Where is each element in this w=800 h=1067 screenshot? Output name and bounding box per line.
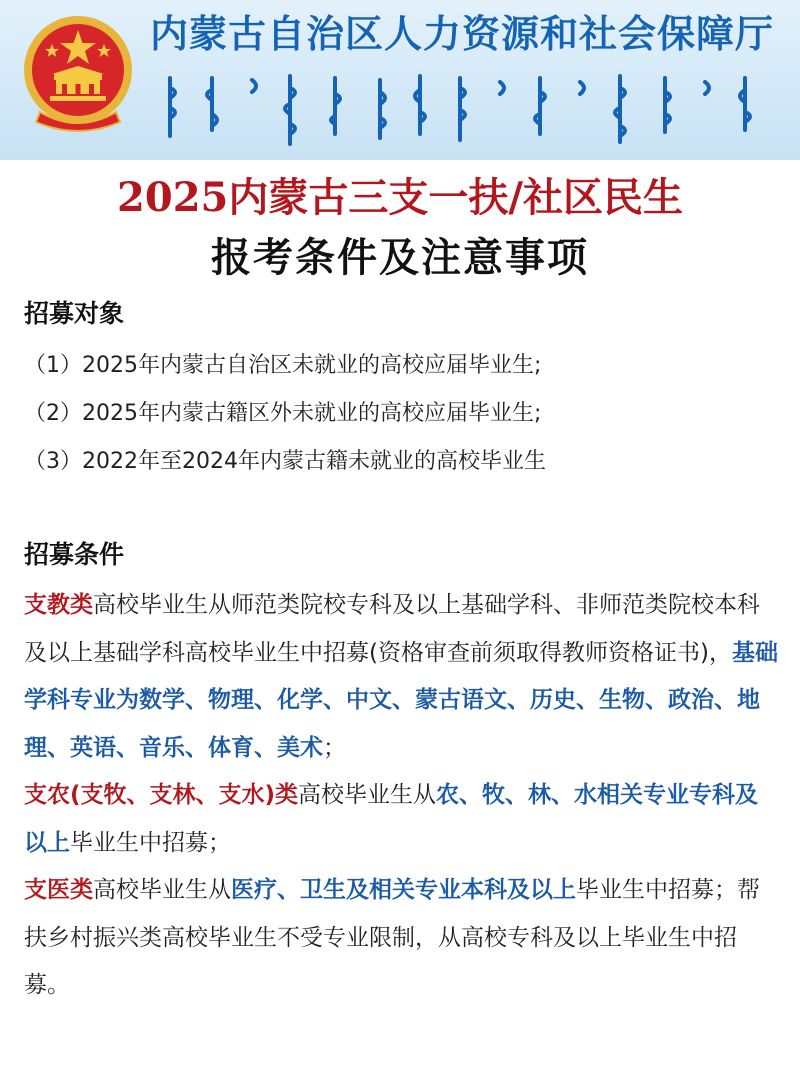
condition-highlight: 医疗、卫生及相关专业本科及以上	[231, 877, 576, 903]
condition-text: 高校毕业生从	[298, 782, 437, 808]
page-subtitle: 报考条件及注意事项	[211, 235, 589, 281]
condition-highlight: 基础学科专业为数学、物理、化学、中文、蒙古语文、历史、生物、政治、地理、英语、音乐、体育、美术	[24, 639, 778, 761]
national-emblem-icon	[22, 14, 134, 132]
condition-text: 高校毕业生从	[93, 877, 231, 903]
recruit-objects-list	[24, 342, 784, 486]
section-heading-recruit-conditions: 招募条件	[24, 540, 125, 569]
condition-medical	[24, 867, 780, 1010]
condition-text: 高校毕业生从师范类院校专科及以上基础学科、非师范类院校本科及以上基础学科高校毕业生中招募(资格审查前须取得教师资格证书)，	[24, 592, 760, 666]
section-heading-recruit-objects: 招募对象	[24, 299, 125, 328]
page-title: 2025内蒙古三支一扶/社区民生	[117, 174, 683, 221]
condition-label: 支农(支牧、支林、支水)类	[24, 782, 299, 808]
condition-text: 毕业生中招募；帮扶乡村振兴类高校毕业生不受专业限制，从高校专科及以上毕业生中招募。	[24, 877, 760, 998]
banner-title: 内蒙古自治区人力资源和社会保障厅	[150, 12, 775, 56]
condition-teaching	[24, 582, 780, 772]
recruit-conditions-body	[24, 582, 780, 1010]
list-item: （2）2025年内蒙古籍区外未就业的高校应届毕业生;	[24, 401, 542, 426]
list-item: （1）2025年内蒙古自治区未就业的高校应届毕业生;	[24, 353, 542, 378]
header-banner	[0, 0, 800, 160]
list-item: （3）2022年至2024年内蒙古籍未就业的高校毕业生	[24, 449, 546, 474]
mongolian-script-decoration	[160, 74, 780, 154]
condition-text: 毕业生中招募；	[70, 829, 231, 856]
condition-agriculture	[24, 772, 780, 867]
condition-label: 支医类	[24, 877, 93, 903]
condition-label: 支教类	[24, 592, 93, 618]
condition-text: ；	[323, 734, 346, 761]
condition-highlight: 农、牧、林、水相关专业专科及以上	[24, 782, 759, 856]
